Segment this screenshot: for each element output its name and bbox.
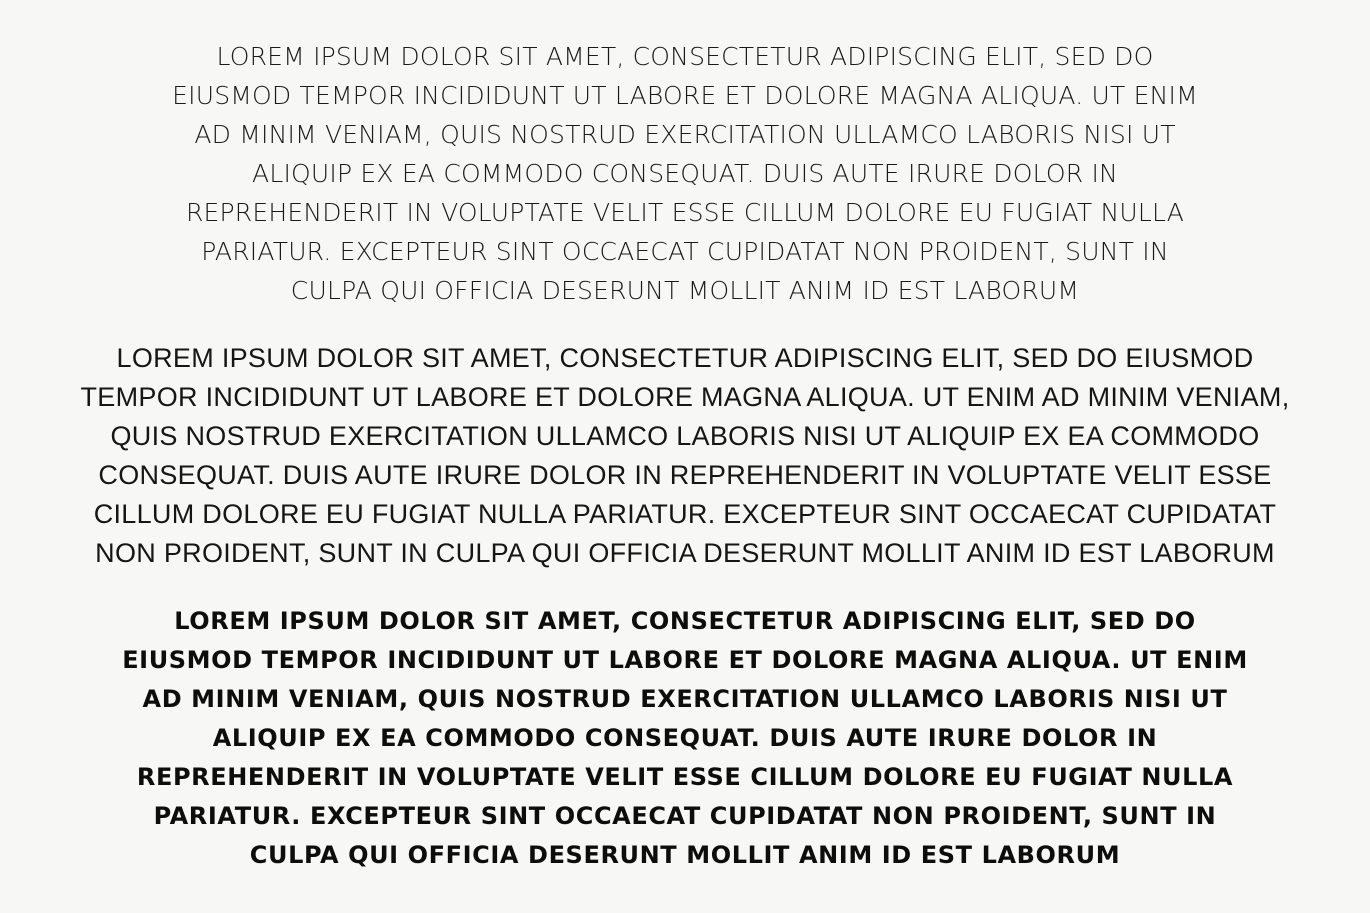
text-line: CULPA QUI OFFICIA DESERUNT MOLLIT ANIM ID EST LABORUM (249, 841, 1121, 869)
text-line: NON PROIDENT, SUNT IN CULPA QUI OFFICIA DESERUNT MOLLIT ANIM ID EST LABORUM (95, 538, 1275, 568)
text-line: LOREM IPSUM DOLOR SIT AMET, CONSECTETUR ADIPISCING ELIT, SED DO (216, 42, 1154, 71)
text-line: CILLUM DOLORE EU FUGIAT NULLA PARIATUR. EXCEPTEUR SINT OCCAECAT CUPIDATAT (93, 499, 1277, 529)
paragraph-bold (0, 602, 1370, 875)
text-line: QUIS NOSTRUD EXERCITATION ULLAMCO LABORIS NISI UT ALIQUIP EX EA COMMODO (110, 421, 1260, 451)
text-line: EIUSMOD TEMPOR INCIDIDUNT UT LABORE ET DOLORE MAGNA ALIQUA. UT ENIM (172, 81, 1198, 110)
text-line: PARIATUR. EXCEPTEUR SINT OCCAECAT CUPIDATAT NON PROIDENT, SUNT IN (201, 237, 1169, 266)
text-line: CULPA QUI OFFICIA DESERUNT MOLLIT ANIM ID EST LABORUM (290, 276, 1080, 305)
text-line: TEMPOR INCIDIDUNT UT LABORE ET DOLORE MAGNA ALIQUA. UT ENIM AD MINIM VENIAM, (80, 382, 1290, 412)
text-line: ALIQUIP EX EA COMMODO CONSEQUAT. DUIS AUTE IRURE DOLOR IN (252, 159, 1118, 188)
text-line: REPREHENDERIT IN VOLUPTATE VELIT ESSE CILLUM DOLORE EU FUGIAT NULLA (136, 763, 1234, 791)
text-line: LOREM IPSUM DOLOR SIT AMET, CONSECTETUR ADIPISCING ELIT, SED DO (174, 607, 1196, 635)
text-line: LOREM IPSUM DOLOR SIT AMET, CONSECTETUR ADIPISCING ELIT, SED DO EIUSMOD (116, 343, 1254, 373)
text-line: REPREHENDERIT IN VOLUPTATE VELIT ESSE CILLUM DOLORE EU FUGIAT NULLA (185, 198, 1185, 227)
text-line: AD MINIM VENIAM, QUIS NOSTRUD EXERCITATION ULLAMCO LABORIS NISI UT (194, 120, 1176, 149)
text-line: ALIQUIP EX EA COMMODO CONSEQUAT. DUIS AUTE IRURE DOLOR IN (212, 724, 1158, 752)
paragraph-light (0, 37, 1370, 310)
text-line: EIUSMOD TEMPOR INCIDIDUNT UT LABORE ET DOLORE MAGNA ALIQUA. UT ENIM (122, 646, 1248, 674)
text-line: CONSEQUAT. DUIS AUTE IRURE DOLOR IN REPREHENDERIT IN VOLUPTATE VELIT ESSE (98, 460, 1272, 490)
paragraph-regular (0, 339, 1370, 573)
text-line: PARIATUR. EXCEPTEUR SINT OCCAECAT CUPIDATAT NON PROIDENT, SUNT IN (153, 802, 1217, 830)
text-line: AD MINIM VENIAM, QUIS NOSTRUD EXERCITATION ULLAMCO LABORIS NISI UT (142, 685, 1228, 713)
